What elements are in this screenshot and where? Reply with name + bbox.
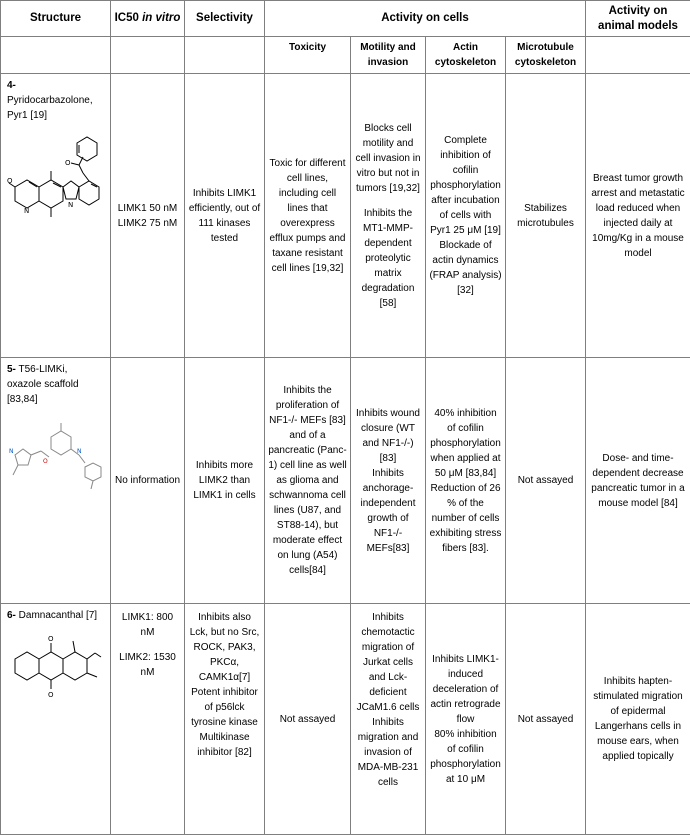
subheader-motility: Motility and invasion	[351, 37, 426, 74]
svg-text:N: N	[9, 448, 14, 455]
subheader-actin: Actin cytoskeleton	[426, 37, 506, 74]
animal-cell: Inhibits hapten-stimulated migration of epidermal Langerhans cells in mouse ears, when applied topically	[586, 604, 690, 835]
svg-text:O: O	[7, 177, 13, 185]
motility-text: Inhibits migration and invasion of MDA-MB-231 cells	[354, 715, 422, 790]
ic50-cell	[111, 604, 185, 835]
ic50-value: LIMK1 50 nM	[114, 201, 181, 216]
actin-text: 40% inhibition of cofilin phosphorylation when applied at 50 μM [83,84]	[429, 406, 502, 481]
compound-number: 6-	[7, 610, 16, 621]
microtubule-cell: Not assayed	[506, 604, 586, 835]
selectivity-cell	[185, 604, 265, 835]
svg-text:O: O	[48, 691, 54, 699]
toxicity-cell: Inhibits the proliferation of NF1-/- MEFs [83] and of a pancreatic (Panc-1) cell line as well as glioma and schwannoma cell lines (U87, and ST88-14), but moderate effect on lung (A54) cells[84]	[265, 358, 351, 604]
subheader-empty-2	[111, 37, 185, 74]
selectivity-text: Potent inhibitor of p56lck tyrosine kinase	[188, 685, 261, 730]
header-ic50	[111, 1, 185, 37]
toxicity-cell: Toxic for different cell lines, including cell lines that overexpress efflux pumps and taxane resistant cell lines [19,32]	[265, 74, 351, 358]
actin-cell	[426, 358, 506, 604]
svg-text:N: N	[77, 448, 82, 455]
motility-cell	[351, 74, 426, 358]
microtubule-cell: Stabilizes microtubules	[506, 74, 586, 358]
header-ic50-italic: in vitro	[142, 12, 180, 24]
header-activity-animal: Activity on animal models	[586, 1, 690, 37]
structure-cell	[1, 74, 111, 358]
actin-text: Reduction of 26 % of the number of cells exhibiting stress fibers [83].	[429, 481, 502, 556]
subheader-microtubule: Microtubule cytoskeleton	[506, 37, 586, 74]
actin-cell	[426, 74, 506, 358]
toxicity-cell: Not assayed	[265, 604, 351, 835]
selectivity-text: Multikinase inhibitor [82]	[188, 730, 261, 760]
ic50-cell	[111, 74, 185, 358]
actin-cell	[426, 604, 506, 835]
animal-cell: Breast tumor growth arrest and metastatic load reduced when injected daily at 10mg/Kg in a mouse model	[586, 74, 690, 358]
svg-text:O: O	[48, 635, 54, 643]
ic50-value: LIMK2 75 nM	[114, 216, 181, 231]
header-row	[1, 1, 690, 37]
structure-cell	[1, 358, 111, 604]
ic50-value: LIMK2: 1530 nM	[114, 650, 181, 680]
svg-text:N: N	[24, 207, 29, 215]
header-activity-cells: Activity on cells	[265, 1, 586, 37]
compound-number: 5-	[7, 364, 16, 375]
svg-text:N: N	[68, 201, 73, 209]
svg-text:O: O	[43, 458, 48, 465]
actin-text: Complete inhibition of cofilin phosphorylation after incubation of cells with Pyr1 25 μM [19]	[429, 133, 502, 238]
motility-cell	[351, 358, 426, 604]
motility-text: Inhibits anchorage-independent growth of NF1-/- MEFs[83]	[354, 466, 422, 556]
compound-number: 4-	[7, 80, 16, 91]
compound-label: Damnacanthal [7]	[16, 610, 97, 621]
microtubule-cell: Not assayed	[506, 358, 586, 604]
ic50-cell: No information	[111, 358, 185, 604]
pyridocarbazolone-structure-image	[7, 129, 107, 229]
motility-cell	[351, 604, 426, 835]
table-row	[1, 358, 690, 604]
table-row	[1, 74, 690, 358]
actin-text: 80% inhibition of cofilin phosphorylation at 10 μM	[429, 727, 502, 787]
subheader-empty-1	[1, 37, 111, 74]
header-selectivity: Selectivity	[185, 1, 265, 37]
subheader-row	[1, 37, 690, 74]
actin-text: Blockade of actin dynamics (FRAP analysis) [32]	[429, 238, 502, 298]
subheader-toxicity: Toxicity	[265, 37, 351, 74]
header-ic50-label: IC50	[115, 12, 143, 24]
damnacanthal-structure-image	[7, 629, 107, 709]
compound-label: Pyridocarbazolone, Pyr1 [19]	[7, 95, 93, 121]
animal-cell: Dose- and time-dependent decrease pancreatic tumor in a mouse model [84]	[586, 358, 690, 604]
motility-text: Inhibits wound closure (WT and NF1-/-) [83]	[354, 406, 422, 466]
compound-label: T56-LIMKi, oxazole scaffold [83,84]	[7, 364, 79, 405]
compound-name	[7, 362, 104, 407]
selectivity-cell: Inhibits more LIMK2 than LIMK1 in cells	[185, 358, 265, 604]
header-structure: Structure	[1, 1, 111, 37]
compound-name	[7, 78, 104, 123]
table-row	[1, 604, 690, 835]
actin-text: Inhibits LIMK1-induced deceleration of actin retrograde flow	[429, 652, 502, 727]
subheader-empty-4	[586, 37, 690, 74]
ic50-value: LIMK1: 800 nM	[114, 610, 181, 640]
svg-text:O: O	[65, 159, 71, 167]
motility-text: Blocks cell motility and cell invasion in vitro but not in tumors [19,32]	[354, 121, 422, 196]
compound-name	[7, 608, 104, 623]
subheader-empty-3	[185, 37, 265, 74]
t56-limki-structure-image	[7, 413, 107, 503]
motility-text: Inhibits chemotactic migration of Jurkat cells and Lck-deficient JCaM1.6 cells	[354, 610, 422, 715]
motility-text: Inhibits the MT1-MMP-dependent proteolytic matrix degradation [58]	[354, 206, 422, 311]
selectivity-text: Inhibits also Lck, but no Src, ROCK, PAK3, PKCα, CAMK1α[7]	[188, 610, 261, 685]
selectivity-cell: Inhibits LIMK1 efficiently, out of 111 kinases tested	[185, 74, 265, 358]
structure-cell	[1, 604, 111, 835]
